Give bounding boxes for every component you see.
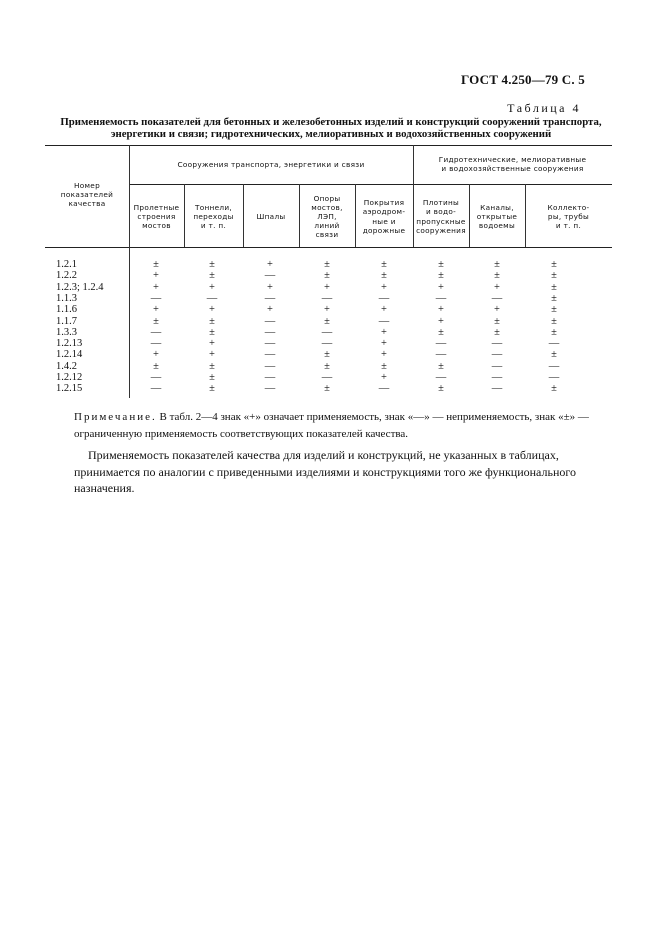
table-cell: + [153,270,159,282]
column-header-line: Каналы, [480,202,514,212]
column-header-line: ные и [372,216,396,226]
table-cell: — [264,372,276,383]
row-header-line: качества [68,199,106,209]
table-cell: — [321,338,333,350]
table-cell: ± [551,304,557,316]
table-cell: + [153,304,159,316]
row-label: 1.4.2 [56,360,77,372]
table-cell: + [267,304,273,316]
table-cell: — [264,326,276,338]
table-cell: + [381,372,387,383]
table-top-rule [45,145,612,146]
paragraph-line: назначения. [74,481,135,495]
group-header-line: Гидротехнические, мелиоративные [438,155,587,164]
column-header-line: аэродром- [362,207,406,217]
table-cell: + [209,304,215,316]
table-cell: — [435,372,447,383]
table-cell: ± [551,383,557,395]
column-header-line: Тоннели, [194,202,233,212]
row-header-label [50,181,124,209]
table-cell: ± [551,349,557,361]
table-cell: ± [324,349,330,361]
table-cell: — [264,270,276,282]
table-cell: ± [494,259,500,270]
group-header-line: и водохозяйственные сооружения [441,164,584,174]
table-cell: + [381,281,387,293]
table-cell: ± [381,360,387,372]
table-cell: + [153,281,159,293]
column-header [526,203,611,231]
table-cell: — [264,349,276,361]
row-label: 1.1.3 [56,292,77,304]
row-label: 1.1.7 [56,315,77,327]
column-header-line: Шпалы [256,211,286,221]
table-cell: ± [209,360,215,372]
row-label: 1.2.13 [56,338,83,350]
row-label: 1.2.1 [56,259,77,270]
table-cell: + [153,349,159,361]
note-text: В табл. 2—4 знак «+» означает применяемость, знак «—» — неприменяемость, знак «±» — ограниченную применяемость соответствующих показателей качества. [74,411,589,440]
group-header-hydro [413,155,612,173]
table-cell: — [491,349,503,361]
table-cell: ± [381,270,387,282]
table-cell: + [267,281,273,293]
table-cell: — [150,338,162,350]
column-header [300,194,354,240]
column-header [356,198,412,235]
table-cell: + [209,349,215,361]
table-cell: + [209,338,215,350]
table-cell: — [435,292,447,304]
table-cell: + [438,315,444,327]
table-cell: + [381,326,387,338]
table-cell: — [150,372,162,383]
column-header-line: линий [314,221,340,231]
table-cell: ± [494,270,500,282]
table-cell: ± [209,315,215,327]
table-cell: — [150,326,162,338]
column-header-line: и т. п. [200,221,227,231]
table-cell: ± [551,259,557,270]
table-cell: + [438,281,444,293]
table-cell: — [491,338,503,350]
column-header-line: переходы [193,211,234,221]
table-cell: — [264,383,276,395]
column-header-line: сооружения [416,225,466,235]
column-header-line: водоемы [478,221,516,231]
column-header [185,203,242,231]
table-cell: + [209,281,215,293]
table-cell: — [321,326,333,338]
column-header-line: мостов [142,221,171,231]
table-cell: + [381,304,387,316]
table-cell: ± [324,259,330,270]
column-header-line: дорожные [362,225,406,235]
table-cell: ± [551,315,557,327]
table-cell: ± [494,326,500,338]
row-label: 1.2.12 [56,372,83,383]
table-cell: + [324,281,330,293]
column-header-line: пропускные [416,216,466,226]
column-header-line: и водо- [425,207,457,217]
table-cell: ± [324,315,330,327]
table-cell: — [150,383,162,395]
table-cell: ± [551,281,557,293]
column-header-line: Покрытия [363,198,405,208]
table-cell: — [491,372,503,383]
column-header-line: мостов, [311,202,343,212]
table-cell: — [435,349,447,361]
table-cell: ± [209,259,215,270]
table-cell: ± [438,360,444,372]
column-divider [129,145,130,398]
column-header-line: открытые [476,211,518,221]
row-header-line: показателей [60,190,114,200]
table-cell: + [267,259,273,270]
column-header [414,198,468,235]
column-header [244,212,298,221]
table-cell: + [494,281,500,293]
table-cell: ± [153,315,159,327]
table-cell: — [491,360,503,372]
row-label: 1.2.3; 1.2.4 [56,281,104,293]
table-cell: — [378,383,390,395]
header-bottom-rule [45,247,612,248]
row-label: 1.3.3 [56,326,77,338]
caption-line: Применяемость показателей для бетонных и железобетонных изделий и конструкций сооружений транспорта, [60,116,602,128]
column-header-line: ЛЭП, [317,211,337,221]
table-note [74,409,606,443]
table-cell: — [264,315,276,327]
row-label: 1.1.6 [56,304,77,316]
table-cell: + [324,304,330,316]
column-header-line: Коллекто- [547,202,590,212]
table-cell: ± [551,270,557,282]
table-cell: + [381,338,387,350]
table-cell: — [264,360,276,372]
caption-line: энергетики и связи; гидротехнических, мелиоративных и водохозяйственных сооружений [110,127,552,140]
table-cell: ± [209,270,215,282]
table-cell: — [150,292,162,304]
table-cell: ± [153,360,159,372]
column-header-line: и т. п. [555,221,582,231]
table-cell: ± [494,315,500,327]
table-cell: ± [209,383,215,395]
row-header-line: Номер [73,181,101,190]
table-cell: + [438,304,444,316]
table-cell: ± [209,326,215,338]
table-cell: ± [438,383,444,395]
table-cell: ± [438,326,444,338]
table-cell: ± [324,383,330,395]
group-header-transport: Сооружения транспорта, энергетики и связи [177,160,365,169]
paragraph-line: принимается по аналогии с приведенными изделиями и конструкциями того же функционального [74,464,576,479]
column-header-line: связи [315,230,339,240]
body-paragraph [74,447,606,497]
column-header-line: ры, трубы [547,211,590,221]
column-header-line: строения [137,211,176,221]
document-header: ГОСТ 4.250—79 С. 5 [460,72,585,87]
column-header-line: Плотины [422,198,460,208]
note-label: Примечание. [74,411,157,423]
table-cell: — [548,360,560,372]
table-cell: ± [438,270,444,282]
table-cell: ± [438,259,444,270]
column-header-line: Опоры [313,193,341,203]
group-rule-hydro [413,184,612,185]
column-header [130,203,183,231]
row-label: 1.2.2 [56,270,77,282]
table-cell: ± [551,292,557,304]
table-number: Таблица 4 [507,101,581,115]
table-cell: — [321,372,333,383]
column-header [470,203,524,231]
table-cell: — [548,338,560,350]
table-cell: ± [324,270,330,282]
table-cell: — [378,315,390,327]
table-cell: — [378,292,390,304]
table-cell: — [264,338,276,350]
table-cell: — [321,292,333,304]
table-cell: — [491,383,503,395]
group-rule-transport [129,184,413,185]
table-caption [40,117,622,140]
row-label: 1.2.15 [56,383,83,395]
table-cell: + [494,304,500,316]
table-cell: + [381,349,387,361]
table-cell: — [491,292,503,304]
table-cell: — [435,338,447,350]
table-cell: — [206,292,218,304]
table-cell: ± [209,372,215,383]
table-cell: — [548,372,560,383]
table-cell: ± [551,326,557,338]
paragraph-line: Применяемость показателей качества для изделий и конструкций, не указанных в таблицах, [88,448,559,462]
table-cell: ± [324,360,330,372]
row-label: 1.2.14 [56,349,83,361]
column-header-line: Пролетные [133,202,180,212]
table-cell: ± [381,259,387,270]
table-cell: ± [153,259,159,270]
table-cell: — [264,292,276,304]
